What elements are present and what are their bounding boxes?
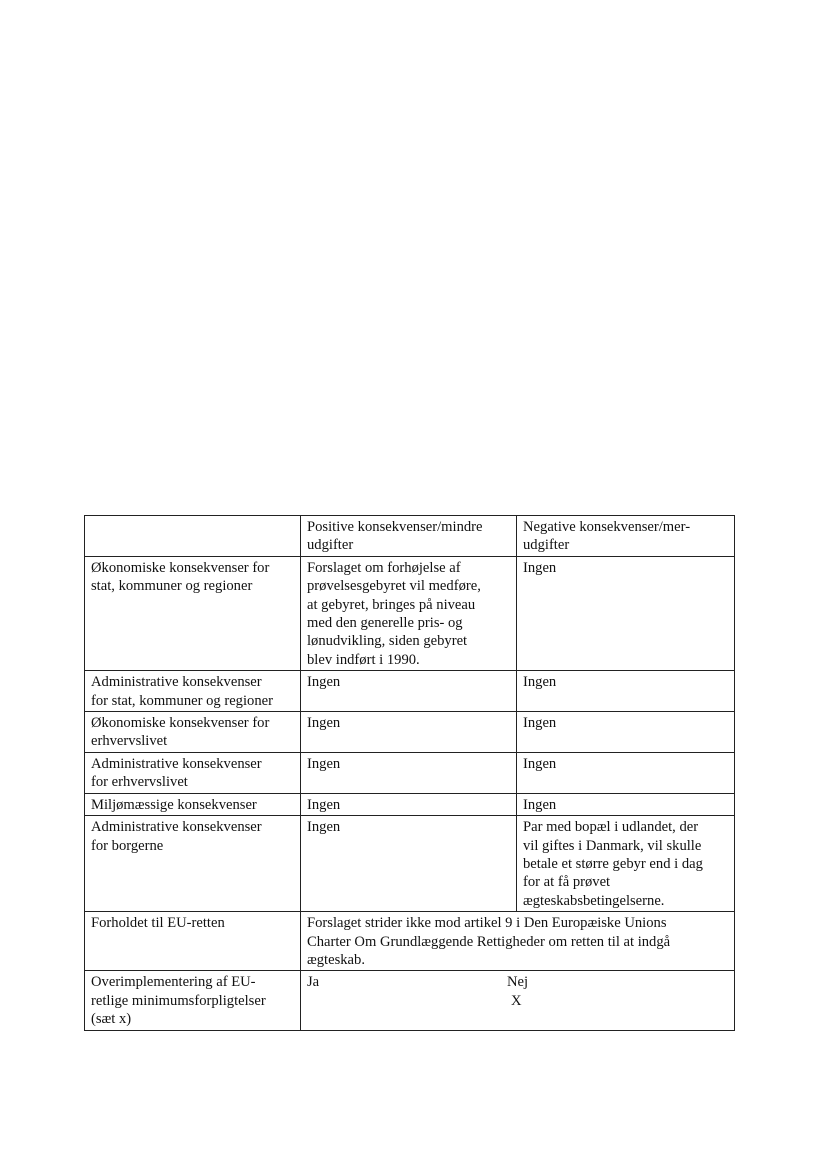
table-row	[85, 752, 735, 793]
row-negative-line: Ingen	[523, 796, 557, 813]
row-negative	[517, 556, 735, 670]
table-row	[85, 793, 735, 815]
overimplementation-choice	[301, 971, 735, 1030]
row-negative-line: ægteskabsbetingelserne.	[523, 892, 665, 909]
yes-no-options	[307, 973, 728, 1010]
row-label-line: Økonomiske konsekvenser for	[91, 559, 270, 576]
row-positive-line: blev indført i 1990.	[307, 651, 420, 668]
table-row	[85, 816, 735, 912]
eu-law-line: Forslaget strider ikke mod artikel 9 i Den Europæiske Unions	[307, 915, 667, 932]
row-negative	[517, 712, 735, 753]
header-empty-cell	[85, 516, 301, 557]
row-positive	[301, 556, 517, 670]
header-positive	[301, 516, 517, 557]
row-negative-line: Par med bopæl i udlandet, der	[523, 819, 699, 836]
row-negative-line: betale et større gebyr end i dag	[523, 855, 703, 872]
row-negative	[517, 816, 735, 912]
eu-law-label	[85, 912, 301, 971]
eu-law-text	[301, 912, 735, 971]
row-positive-line: med den generelle pris- og	[307, 615, 463, 632]
header-negative	[517, 516, 735, 557]
overimplementation-label-line: retlige minimumsforpligtelser	[91, 992, 266, 1009]
row-label	[85, 816, 301, 912]
row-positive-line: at gebyret, bringes på niveau	[307, 596, 476, 613]
overimplementation-row	[85, 971, 735, 1030]
row-label	[85, 712, 301, 753]
row-negative	[517, 671, 735, 712]
row-positive-line: Forslaget om forhøjelse af	[307, 559, 461, 576]
row-negative-line: for at få prøvet	[523, 874, 611, 891]
eu-law-label-text: Forholdet til EU-retten	[91, 915, 225, 932]
row-label	[85, 793, 301, 815]
row-label-line: erhvervslivet	[91, 733, 168, 750]
row-negative-line: Ingen	[523, 755, 557, 772]
row-positive	[301, 816, 517, 912]
overimplementation-label	[85, 971, 301, 1030]
header-negative-line: Negative konsekvenser/mer-	[523, 519, 691, 535]
nej-checkmark: X	[511, 992, 522, 1009]
row-negative	[517, 752, 735, 793]
row-positive	[301, 793, 517, 815]
row-label-line: Administrative konsekvenser	[91, 755, 262, 772]
table-row	[85, 712, 735, 753]
row-positive	[301, 752, 517, 793]
row-label-line: stat, kommuner og regioner	[91, 578, 253, 595]
eu-law-row	[85, 912, 735, 971]
row-negative-line: Ingen	[523, 715, 557, 732]
row-negative-line: Ingen	[523, 674, 557, 691]
overimplementation-label-line: Overimplementering af EU-	[91, 974, 256, 991]
header-positive-line: Positive konsekvenser/mindre	[307, 519, 483, 535]
row-positive-line: Ingen	[307, 796, 341, 813]
row-positive	[301, 712, 517, 753]
eu-law-line: Charter Om Grundlæggende Rettigheder om retten til at indgå	[307, 933, 671, 950]
row-negative-line: Ingen	[523, 559, 557, 576]
table-row	[85, 671, 735, 712]
table-row	[85, 556, 735, 670]
row-label-line: for erhvervslivet	[91, 774, 188, 791]
eu-law-line: ægteskab.	[307, 951, 365, 968]
row-positive-line: Ingen	[307, 674, 341, 691]
header-positive-line: udgifter	[307, 537, 354, 554]
option-ja: Ja	[307, 974, 320, 991]
option-nej-group	[507, 973, 528, 1010]
row-positive-line: prøvelsesgebyret vil medføre,	[307, 578, 481, 595]
consequences-table	[84, 515, 735, 1031]
row-label-line: Økonomiske konsekvenser for	[91, 715, 270, 732]
row-positive-line: Ingen	[307, 715, 341, 732]
table-header-row	[85, 516, 735, 557]
row-label-line: Miljømæssige konsekvenser	[91, 796, 257, 813]
overimplementation-label-line: (sæt x)	[91, 1011, 132, 1028]
row-negative	[517, 793, 735, 815]
row-label-line: Administrative konsekvenser	[91, 674, 262, 691]
row-label	[85, 671, 301, 712]
row-label-line: for borgerne	[91, 837, 164, 854]
row-label-line: for stat, kommuner og regioner	[91, 692, 273, 709]
row-negative-line: vil giftes i Danmark, vil skulle	[523, 837, 702, 854]
row-label	[85, 556, 301, 670]
option-nej: Nej	[507, 974, 529, 991]
row-positive-line: lønudvikling, siden gebyret	[307, 633, 468, 650]
row-positive-line: Ingen	[307, 819, 341, 836]
row-label	[85, 752, 301, 793]
row-label-line: Administrative konsekvenser	[91, 819, 262, 836]
row-positive	[301, 671, 517, 712]
header-negative-line: udgifter	[523, 537, 570, 554]
row-positive-line: Ingen	[307, 755, 341, 772]
